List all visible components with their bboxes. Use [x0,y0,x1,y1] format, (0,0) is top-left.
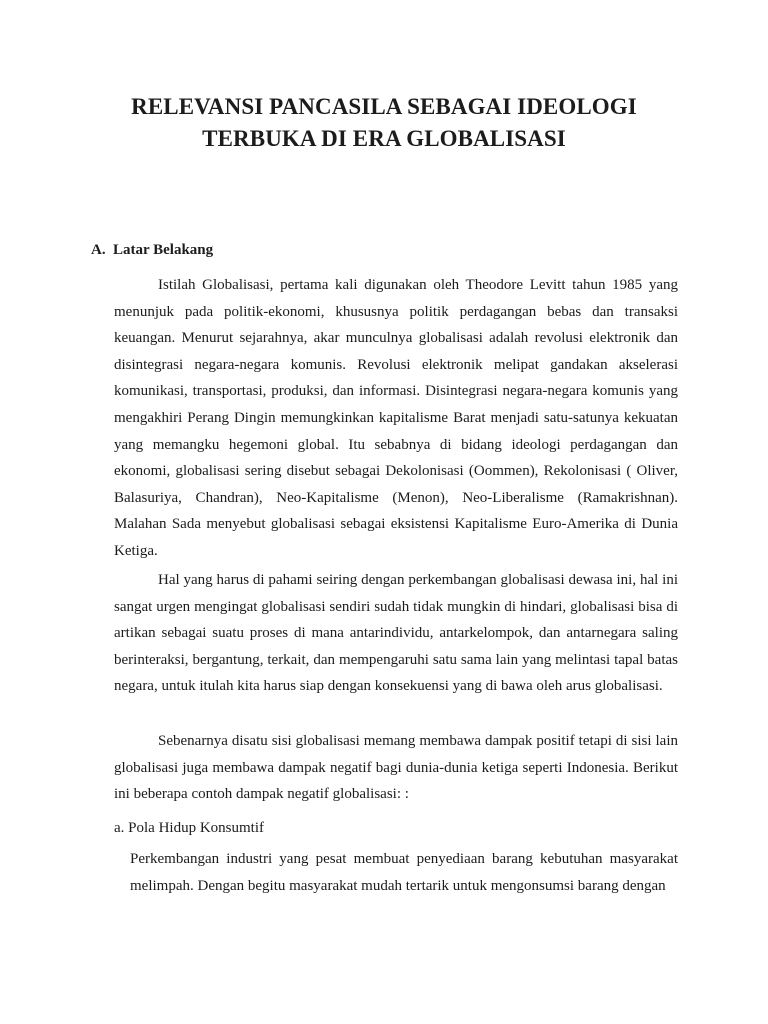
title-line-2: TERBUKA DI ERA GLOBALISASI [202,126,566,151]
subsection-paragraph: Perkembangan industri yang pesat membuat penyediaan barang kebutuhan masyarakat melimpah. Dengan begitu masyarakat mudah tertarik untuk mengonsumsi barang dengan [130,851,678,894]
paragraph-2: Hal yang harus di pahami seiring dengan perkembangan globalisasi dewasa ini, hal ini sangat urgen mengingat globalisasi sendiri sudah tidak mungkin di hindari, globalisasi bisa di artikan sebagai suatu proses di mana antarindividu, antarkelompok, dan antarnegara saling berinteraksi, bergantung, terkait, dan mempengaruhi satu sama lain yang melintasi tapal batas negara, untuk itulah kita harus siap dengan konsekuensi yang di bawa oleh arus globalisasi. [114,572,678,695]
paragraph-3: Sebenarnya disatu sisi globalisasi memang membawa dampak positif tetapi di sisi lain globalisasi juga membawa dampak negatif bagi dunia-dunia ketiga seperti Indonesia. Berikut ini beberapa contoh dampak negatif globalisasi: : [114,733,678,803]
section-number: A. [91,242,106,258]
paragraph-1: Istilah Globalisasi, pertama kali digunakan oleh Theodore Levitt tahun 1985 yang menunjuk pada politik-ekonomi, khususnya politik perdagangan bebas dan transaksi keuangan. Menurut sejarahnya, akar munculnya globalisasi adalah revolusi elektronik dan disintegrasi negara-negara komunis. Revolusi elektronik melipat gandakan akselerasi komunikasi, transportasi, produksi, dan informasi. Disintegrasi negara-negara komunis yang mengakhiri Perang Dingin memungkinkan kapitalisme Barat menjadi satu-satunya kekuatan yang memangku hegemoni global. Itu sebabnya di bidang ideologi perdagangan dan ekonomi, globalisasi sering disebut sebagai Dekolonisasi (Oommen), Rekolonisasi ( Oliver, Balasuriya, Chandran), Neo-Kapitalisme (Menon), Neo-Liberalisme (Ramakrishnan). Malahan Sada menyebut globalisasi sebagai eksistensi Kapitalisme Euro-Amerika di Dunia Ketiga. [114,277,678,559]
subsection-heading: a. Pola Hidup Konsumtif [114,820,264,836]
title-line-1: RELEVANSI PANCASILA SEBAGAI IDEOLOGI [131,94,637,119]
section-heading [91,240,213,260]
section-title: Latar Belakang [113,242,214,258]
document-title [60,91,708,155]
